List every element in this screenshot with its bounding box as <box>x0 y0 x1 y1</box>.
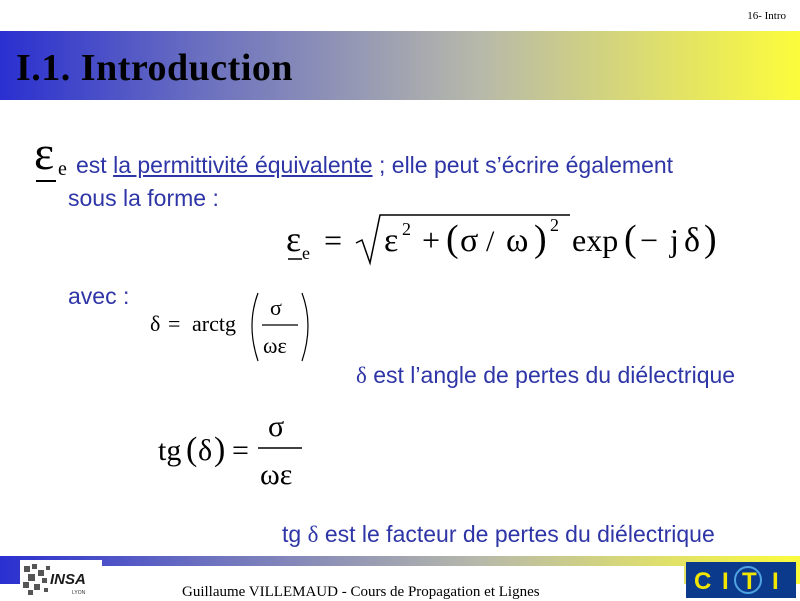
insa-logo <box>20 560 102 598</box>
f1-exp-close: ) <box>704 218 717 260</box>
f1-eps: ε <box>384 222 399 259</box>
delta-note <box>356 362 735 389</box>
f3-paren-open: ( <box>186 431 198 468</box>
intro-line-2: sous la forme : <box>68 185 219 211</box>
intro-line-1 <box>76 152 673 179</box>
epsilon-subscript: e <box>58 158 67 180</box>
tg-note-symbol: δ <box>307 522 319 547</box>
f1-plus: + <box>422 222 441 258</box>
f1-lhs: ε <box>286 219 302 259</box>
f3-delta: δ <box>198 434 213 467</box>
f2-paren-left <box>252 293 258 361</box>
f1-omega: ω <box>506 222 529 259</box>
intro-before: est <box>76 152 107 178</box>
tg-note-text: est le facteur de pertes du diélectrique <box>324 521 715 547</box>
f3-den: ωε <box>260 458 293 491</box>
f1-paren-open: ( <box>446 218 459 260</box>
citi-logo <box>686 562 796 598</box>
f2-paren-right <box>302 293 308 361</box>
slide-number: 16- Intro <box>747 10 786 22</box>
f3-eq: = <box>232 434 249 467</box>
slide-title: I.1. Introduction <box>16 47 294 89</box>
footer-text: Guillaume VILLEMAUD - Cours de Propagation et Lignes <box>182 584 540 600</box>
formula-arctg <box>148 285 318 367</box>
f1-j: j <box>670 222 679 258</box>
f1-sigma: σ <box>460 222 479 259</box>
f2-eq: = <box>168 311 181 336</box>
f1-sq1: 2 <box>402 219 411 239</box>
f2-fn: arctg <box>192 311 236 336</box>
formula-tg <box>158 408 318 492</box>
f1-minus: − <box>640 222 659 258</box>
citi-letter-t: T <box>742 568 757 595</box>
f1-lhs-sub: e <box>302 243 310 263</box>
citi-letter-i2: I <box>772 568 779 595</box>
f1-exp: exp <box>572 222 619 258</box>
tg-note <box>282 521 715 548</box>
f2-den: ωε <box>263 333 287 358</box>
delta-note-symbol: δ <box>356 363 367 388</box>
f1-delta: δ <box>684 222 701 259</box>
intro-term: la permittivité équivalente <box>113 152 373 178</box>
citi-letter-c: C <box>694 568 712 595</box>
f1-slash: / <box>486 225 495 258</box>
f2-num: σ <box>270 295 282 320</box>
tg-note-fn: tg <box>282 521 302 547</box>
insa-logo-sub: LYON <box>72 590 86 596</box>
epsilon-symbol: ε <box>34 127 55 180</box>
f1-exp-open: ( <box>624 218 637 260</box>
f3-fn: tg <box>158 434 182 467</box>
epsilon-underline <box>36 180 56 182</box>
avec-label: avec : <box>68 283 130 309</box>
f1-eq: = <box>324 222 343 258</box>
f1-sq2: 2 <box>550 215 559 235</box>
f3-num: σ <box>268 410 285 443</box>
insa-logo-text: INSA <box>50 571 86 588</box>
f2-lhs: δ <box>150 311 161 336</box>
f3-paren-close: ) <box>214 431 226 468</box>
citi-letter-i1: I <box>722 568 729 595</box>
f1-paren-close: ) <box>534 218 547 260</box>
intro-after: ; elle peut s’écrire également <box>379 152 674 178</box>
formula-permittivity <box>284 213 724 273</box>
delta-note-text: est l’angle de pertes du diélectrique <box>373 362 736 388</box>
